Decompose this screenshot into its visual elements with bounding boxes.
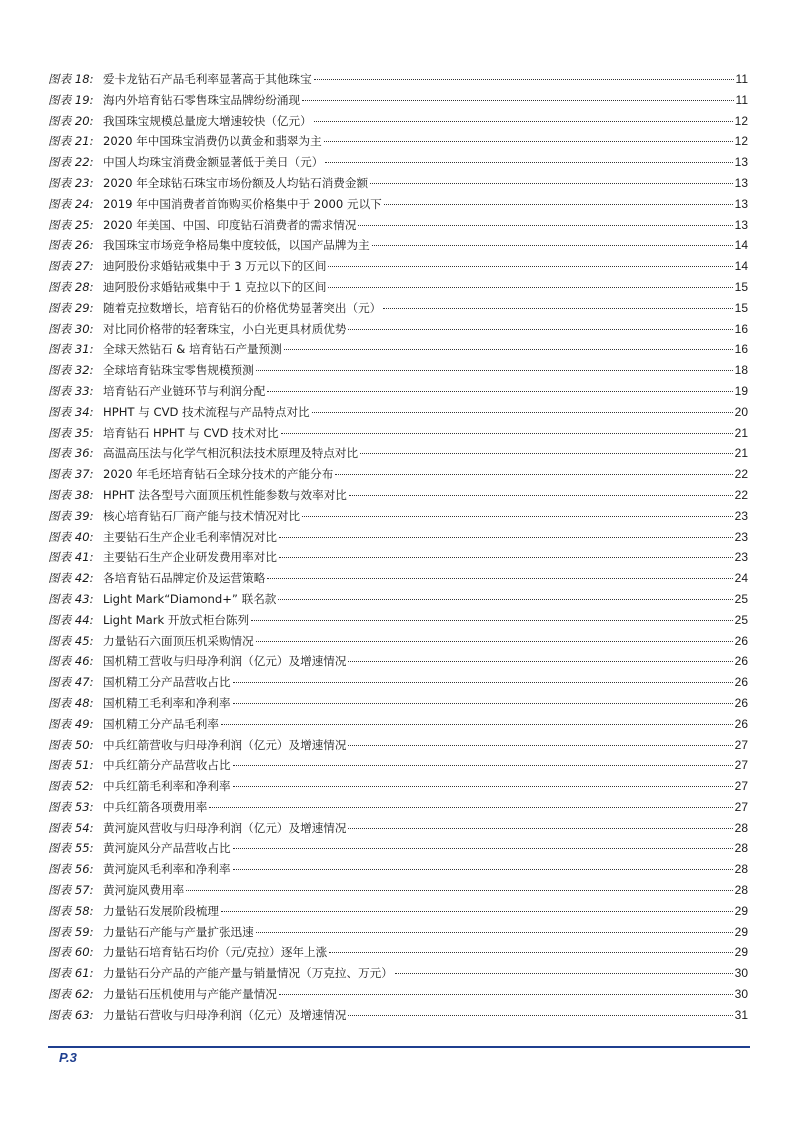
page-number: 21	[734, 446, 748, 461]
figure-label: 图表 60:	[48, 945, 94, 960]
toc-entry[interactable]	[48, 547, 748, 568]
toc-entry[interactable]	[48, 610, 748, 631]
dot-leader	[384, 204, 733, 205]
page-number: 18	[734, 363, 748, 378]
dot-leader	[279, 537, 733, 538]
figure-label: 图表 33:	[48, 383, 94, 398]
dot-leader	[281, 433, 733, 434]
figure-caption: 力量钻石分产品的产能产量与销量情况（万克拉、万元）	[103, 966, 393, 981]
figure-label: 图表 42:	[48, 571, 94, 586]
toc-entry[interactable]	[48, 838, 748, 859]
dot-leader	[284, 349, 733, 350]
page-number: 29	[734, 945, 748, 960]
figure-caption: 随着克拉数增长，培育钻石的价格优势显著突出（元）	[103, 300, 382, 315]
figure-label: 图表 29:	[48, 300, 94, 315]
dot-leader	[256, 370, 733, 371]
page-number: 25	[734, 591, 748, 606]
figure-caption: 爱卡龙钻石产品毛利率显著高于其他珠宝	[103, 72, 312, 86]
dot-leader	[256, 641, 733, 642]
dot-leader	[278, 599, 732, 600]
figure-label: 图表 28:	[48, 279, 94, 294]
toc-entry[interactable]	[48, 859, 748, 880]
figure-caption: 黄河旋风营收与归母净利润（亿元）及增速情况	[103, 820, 347, 835]
dot-leader	[349, 495, 733, 496]
dot-leader	[233, 848, 733, 849]
figure-caption: 国机精工分产品营收占比	[103, 675, 231, 690]
dot-leader	[383, 308, 732, 309]
figure-caption: 培育钻石 HPHT 与 CVD 技术对比	[103, 425, 279, 440]
figure-caption: Light Mark“Diamond+” 联名款	[103, 591, 277, 606]
toc-entry[interactable]	[48, 797, 748, 818]
figure-label: 图表 54:	[48, 820, 94, 835]
figure-caption: 2020 年毛坯培育钻石全球分技术的产能分布	[103, 467, 334, 482]
toc-entry[interactable]	[48, 506, 748, 527]
page-number: 24	[734, 571, 748, 586]
figure-label: 图表 51:	[48, 758, 94, 773]
page-number: 28	[734, 820, 748, 835]
figure-caption: 国机精工营收与归母净利润（亿元）及增速情况	[103, 654, 347, 669]
toc-entry[interactable]	[48, 173, 748, 194]
figure-caption: HPHT 与 CVD 技术流程与产品特点对比	[103, 404, 310, 419]
page-number: 13	[734, 175, 748, 190]
figure-label: 图表 21:	[48, 134, 94, 149]
figure-caption: 核心培育钻石厂商产能与技术情况对比	[103, 508, 301, 523]
toc-entry[interactable]	[48, 755, 748, 776]
toc-entry[interactable]	[48, 776, 748, 797]
figure-label: 图表 25:	[48, 217, 94, 232]
page-number: 23	[734, 508, 748, 523]
toc-entry[interactable]	[48, 672, 748, 693]
figure-label: 图表 23:	[48, 175, 94, 190]
page-number: 13	[734, 155, 748, 170]
figure-label: 图表 27:	[48, 259, 94, 274]
dot-leader	[209, 807, 732, 808]
toc-entry[interactable]	[48, 568, 748, 589]
figure-caption: 2020 年全球钻石珠宝市场份额及人均钻石消费金额	[103, 175, 369, 190]
toc-entry[interactable]	[48, 381, 748, 402]
figure-label: 图表 59:	[48, 924, 94, 939]
toc-entry[interactable]	[48, 69, 748, 90]
figure-caption: 高温高压法与化学气相沉积法技术原理及特点对比	[103, 446, 359, 461]
toc-entry[interactable]	[48, 1005, 748, 1026]
figure-caption: 中国人均珠宝消费金额显著低于美日（元）	[103, 155, 324, 170]
figure-caption: 黄河旋风分产品营收占比	[103, 841, 231, 856]
figure-label: 图表 63:	[48, 1007, 94, 1022]
figure-label: 图表 53:	[48, 799, 94, 814]
page-number: 23	[734, 529, 748, 544]
page-number: 31	[734, 1007, 748, 1022]
dot-leader	[348, 828, 732, 829]
toc-entry[interactable]	[48, 589, 748, 610]
figure-label: 图表 50:	[48, 737, 94, 752]
page-number: 14	[734, 259, 748, 274]
toc-entry[interactable]	[48, 714, 748, 735]
toc-entry[interactable]	[48, 880, 748, 901]
figure-caption: 我国珠宝市场竞争格局集中度较低，以国产品牌为主	[103, 238, 370, 253]
figure-caption: 对比同价格带的轻奢珠宝，小白光更具材质优势	[103, 321, 347, 336]
page-number: 28	[734, 883, 748, 898]
dot-leader	[251, 620, 733, 621]
dot-leader	[348, 661, 732, 662]
toc-entry[interactable]	[48, 277, 748, 298]
page-number: 27	[734, 799, 748, 814]
figure-label: 图表 41:	[48, 550, 94, 565]
figure-caption: 各培育钻石品牌定价及运营策略	[103, 571, 266, 586]
figure-caption: 主要钻石生产企业研发费用率对比	[103, 550, 277, 565]
page-number: 12	[734, 113, 748, 128]
toc-entry[interactable]	[48, 194, 748, 215]
figure-label: 图表 38:	[48, 487, 94, 502]
toc-entry[interactable]	[48, 984, 748, 1005]
toc-entry[interactable]	[48, 963, 748, 984]
dot-leader	[221, 911, 733, 912]
figure-caption: 迪阿股份求婚钻戒集中于 3 万元以下的区间	[103, 259, 327, 274]
figure-label: 图表 47:	[48, 675, 94, 690]
dot-leader	[358, 225, 732, 226]
page-number: 28	[734, 841, 748, 856]
dot-leader	[348, 329, 732, 330]
figure-caption: Light Mark 开放式柜台陈列	[103, 612, 250, 627]
figure-caption: 全球天然钻石 & 培育钻石产量预测	[103, 342, 282, 357]
figure-caption: 海内外培育钻石零售珠宝品牌纷纷涌现	[103, 92, 301, 107]
figure-label: 图表 31:	[48, 342, 94, 357]
dot-leader	[370, 183, 733, 184]
page-number: 13	[734, 196, 748, 211]
figure-label: 图表 32:	[48, 363, 94, 378]
dot-leader	[256, 932, 733, 933]
figure-caption: 2019 年中国消费者首饰购买价格集中于 2000 元以下	[103, 196, 382, 211]
page-number: 21	[734, 425, 748, 440]
figure-label: 图表 22:	[48, 155, 94, 170]
dot-leader	[302, 100, 733, 101]
page-number: 27	[734, 779, 748, 794]
figure-caption: 我国珠宝规模总量庞大增速较快（亿元）	[103, 113, 312, 128]
toc-entry[interactable]	[48, 360, 748, 381]
figure-label: 图表 58:	[48, 903, 94, 918]
toc-entry[interactable]	[48, 527, 748, 548]
dot-leader	[267, 578, 732, 579]
dot-leader	[312, 412, 733, 413]
page-number: 14	[734, 238, 748, 253]
figure-caption: 黄河旋风毛利率和净利率	[103, 862, 231, 877]
dot-leader	[221, 724, 733, 725]
figure-label: 图表 61:	[48, 966, 94, 981]
dot-leader	[233, 682, 733, 683]
figure-caption: 国机精工毛利率和净利率	[103, 695, 231, 710]
figure-caption: HPHT 法各型号六面顶压机性能参数与效率对比	[103, 487, 347, 502]
dot-leader	[395, 973, 733, 974]
page-number: 25	[734, 612, 748, 627]
page-number: 23	[734, 550, 748, 565]
page-number: 29	[734, 924, 748, 939]
dot-leader	[328, 287, 732, 288]
figure-label: 图表 26:	[48, 238, 94, 253]
figure-caption: 中兵红箭营收与归母净利润（亿元）及增速情况	[103, 737, 347, 752]
dot-leader	[267, 391, 732, 392]
dot-leader	[348, 1015, 732, 1016]
dot-leader	[233, 703, 733, 704]
figure-caption: 全球培育钻珠宝零售规模预测	[103, 363, 254, 378]
figure-label: 图表 24:	[48, 196, 94, 211]
figure-label: 图表 55:	[48, 841, 94, 856]
figure-label: 图表 35:	[48, 425, 94, 440]
page-number: 12	[734, 134, 748, 149]
toc-entry[interactable]	[48, 131, 748, 152]
toc-entry[interactable]	[48, 111, 748, 132]
dot-leader	[348, 745, 732, 746]
dot-leader	[325, 162, 732, 163]
page-number: 19	[734, 383, 748, 398]
page-number: 26	[734, 695, 748, 710]
dot-leader	[279, 994, 733, 995]
page-number: 16	[734, 321, 748, 336]
figure-caption: 中兵红箭分产品营收占比	[103, 758, 231, 773]
page-number: 11	[735, 92, 748, 107]
dot-leader	[314, 79, 734, 80]
footer-page-label: P.3	[59, 1050, 77, 1065]
figure-label: 图表 18:	[48, 72, 94, 86]
figure-label: 图表 46:	[48, 654, 94, 669]
toc-entry[interactable]	[48, 256, 748, 277]
figure-caption: 力量钻石产能与产量扩张迅速	[103, 924, 254, 939]
dot-leader	[372, 245, 733, 246]
page-number: 26	[734, 716, 748, 731]
page-number: 22	[734, 487, 748, 502]
figure-label: 图表 36:	[48, 446, 94, 461]
toc-entry[interactable]	[48, 443, 748, 464]
dot-leader	[279, 557, 733, 558]
page-number: 15	[734, 300, 748, 315]
page-number: 26	[734, 675, 748, 690]
figure-label: 图表 37:	[48, 467, 94, 482]
figure-caption: 力量钻石发展阶段梳理	[103, 903, 219, 918]
toc-entry[interactable]	[48, 485, 748, 506]
page-number: 27	[734, 737, 748, 752]
figure-label: 图表 20:	[48, 113, 94, 128]
figure-caption: 黄河旋风费用率	[103, 883, 185, 898]
dot-leader	[186, 890, 732, 891]
figure-caption: 力量钻石营收与归母净利润（亿元）及增速情况	[103, 1007, 347, 1022]
toc-entry[interactable]	[48, 901, 748, 922]
figure-label: 图表 62:	[48, 987, 94, 1002]
toc-entry[interactable]	[48, 152, 748, 173]
figure-label: 图表 44:	[48, 612, 94, 627]
toc-entry[interactable]	[48, 631, 748, 652]
figure-label: 图表 34:	[48, 404, 94, 419]
toc-entry[interactable]	[48, 464, 748, 485]
page-number: 30	[734, 966, 748, 981]
figure-label: 图表 19:	[48, 92, 94, 107]
figure-label: 图表 52:	[48, 779, 94, 794]
dot-leader	[233, 869, 733, 870]
figure-label: 图表 48:	[48, 695, 94, 710]
toc-entry[interactable]	[48, 90, 748, 111]
dot-leader	[233, 765, 733, 766]
toc-entry[interactable]	[48, 922, 748, 943]
page-number: 16	[734, 342, 748, 357]
toc-entry[interactable]	[48, 942, 748, 963]
toc-entry[interactable]	[48, 423, 748, 444]
toc-entry[interactable]	[48, 818, 748, 839]
figure-caption: 2020 年中国珠宝消费仍以黄金和翡翠为主	[103, 134, 322, 149]
page-number: 30	[734, 987, 748, 1002]
toc-entry[interactable]	[48, 651, 748, 672]
figure-caption: 中兵红箭各项费用率	[103, 799, 208, 814]
dot-leader	[329, 952, 732, 953]
page-number: 13	[734, 217, 748, 232]
table-of-figures	[48, 69, 748, 1026]
figure-label: 图表 45:	[48, 633, 94, 648]
figure-caption: 主要钻石生产企业毛利率情况对比	[103, 529, 277, 544]
figure-caption: 力量钻石压机使用与产能产量情况	[103, 987, 277, 1002]
toc-entry[interactable]	[48, 339, 748, 360]
figure-caption: 培育钻石产业链环节与利润分配	[103, 383, 266, 398]
page-number: 15	[734, 279, 748, 294]
toc-entry[interactable]	[48, 298, 748, 319]
figure-label: 图表 40:	[48, 529, 94, 544]
toc-entry[interactable]	[48, 693, 748, 714]
figure-label: 图表 49:	[48, 716, 94, 731]
toc-entry[interactable]	[48, 319, 748, 340]
page-number: 26	[734, 654, 748, 669]
figure-label: 图表 43:	[48, 591, 94, 606]
dot-leader	[302, 516, 733, 517]
dot-leader	[328, 266, 732, 267]
figure-caption: 力量钻石六面顶压机采购情况	[103, 633, 254, 648]
toc-entry[interactable]	[48, 402, 748, 423]
page-number: 28	[734, 862, 748, 877]
toc-entry[interactable]	[48, 235, 748, 256]
figure-label: 图表 57:	[48, 883, 94, 898]
page-number: 20	[734, 404, 748, 419]
figure-caption: 迪阿股份求婚钻戒集中于 1 克拉以下的区间	[103, 279, 327, 294]
figure-caption: 力量钻石培育钻石均价（元/克拉）逐年上涨	[103, 945, 328, 960]
toc-entry[interactable]	[48, 735, 748, 756]
toc-entry[interactable]	[48, 215, 748, 236]
page-number: 22	[734, 467, 748, 482]
figure-label: 图表 56:	[48, 862, 94, 877]
figure-label: 图表 30:	[48, 321, 94, 336]
page-number: 26	[734, 633, 748, 648]
dot-leader	[314, 121, 733, 122]
page-number: 11	[735, 72, 748, 86]
dot-leader	[335, 474, 732, 475]
page-number: 29	[734, 903, 748, 918]
page-number: 27	[734, 758, 748, 773]
footer-divider	[48, 1046, 750, 1048]
dot-leader	[324, 141, 733, 142]
dot-leader	[233, 786, 733, 787]
figure-caption: 中兵红箭毛利率和净利率	[103, 779, 231, 794]
figure-label: 图表 39:	[48, 508, 94, 523]
figure-caption: 国机精工分产品毛利率	[103, 716, 219, 731]
figure-caption: 2020 年美国、中国、印度钻石消费者的需求情况	[103, 217, 357, 232]
dot-leader	[360, 453, 733, 454]
